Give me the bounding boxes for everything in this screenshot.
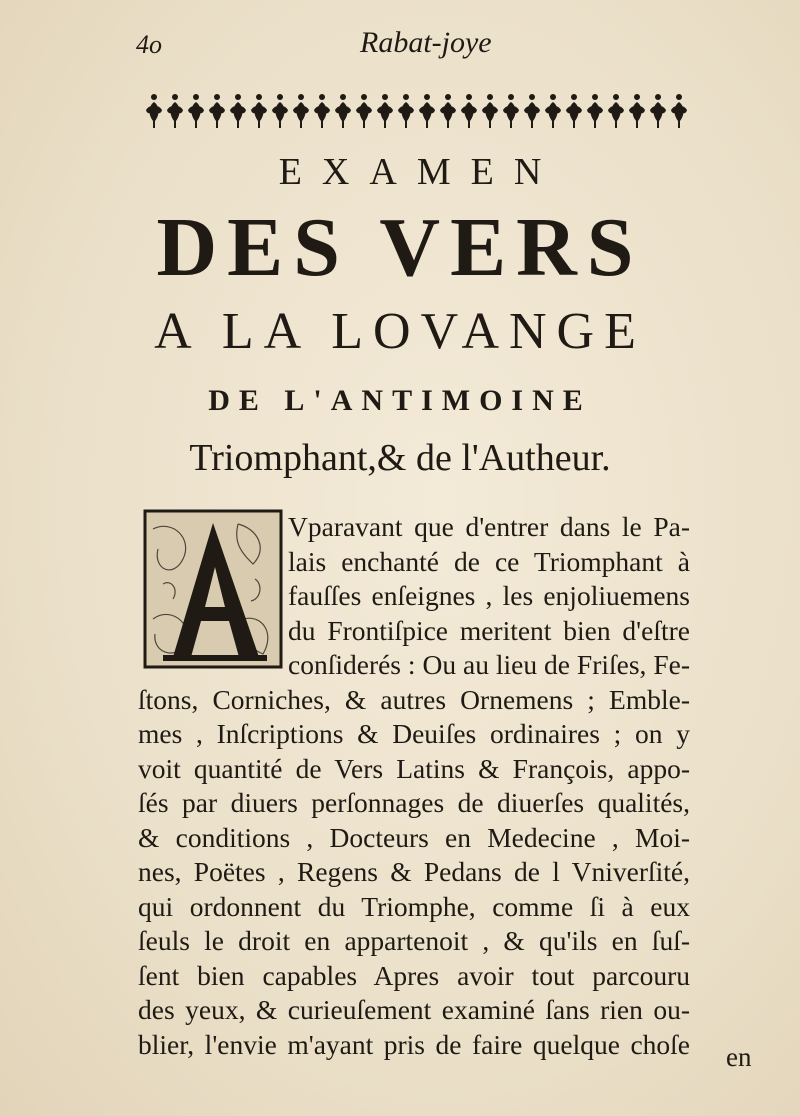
text-line: du Frontiſpice meritent bien d'eſtre (288, 614, 690, 646)
text-line: Vparavant que d'entrer dans le Pa- (288, 511, 690, 542)
fleuron-icon (188, 94, 204, 128)
fleuron-icon (146, 94, 162, 128)
text-line: lais enchanté de ce Triomphant à (288, 545, 690, 577)
text-line: fauſſes enſeignes , les enjoliuemens (288, 580, 690, 611)
fleuron-icon (398, 94, 414, 128)
title-examen: EXAMEN (278, 151, 562, 193)
running-head: Rabat-joye (360, 26, 492, 59)
fleuron-icon (440, 94, 456, 128)
fleuron-icon (629, 94, 645, 128)
text-line: ſeuls le droit en appartenoit , & qu'ils en ſuſ- (138, 925, 690, 956)
fleuron-icon (377, 94, 393, 128)
text-line: ſtons, Corniches, & autres Ornemens ; Emble- (138, 683, 690, 715)
fleuron-icon (272, 94, 288, 128)
text-line: nes, Poëtes , Regens & Pedans de l Vniverſité, (138, 856, 690, 887)
fleuron-icon (314, 94, 330, 128)
fleuron-icon (503, 94, 519, 128)
text-line: blier, l'envie m'ayant pris de faire quelque choſe (138, 1028, 690, 1060)
fleuron-icon (209, 94, 225, 128)
text-line: des yeux, & curieuſement examiné ſans rien ou- (138, 994, 690, 1025)
fleuron-icon (524, 94, 540, 128)
fleuron-icon (587, 94, 603, 128)
fleuron-icon (293, 94, 309, 128)
text-line: ſés par diuers perſonnages de diuerſes qualités, (138, 787, 690, 818)
fleuron-icon (671, 94, 687, 128)
fleuron-icon (419, 94, 435, 128)
fleuron-icon (482, 94, 498, 128)
fleuron-icon (356, 94, 372, 128)
fleuron-icon (650, 94, 666, 128)
fleuron-icon (608, 94, 624, 128)
title-de-lantimoine: DE L'ANTIMOINE (208, 384, 592, 417)
fleuron-icon (251, 94, 267, 128)
text-line: qui ordonnent du Triomphe, comme ſi à eux (138, 890, 690, 922)
fleuron-icon (545, 94, 561, 128)
fleuron-icon (461, 94, 477, 128)
page-number: 4o (136, 30, 162, 59)
fleuron-icon (167, 94, 183, 128)
fleuron-ornament-band (140, 90, 690, 130)
fleuron-icon (230, 94, 246, 128)
body-text (138, 510, 690, 1062)
text-line: mes , Inſcriptions & Deuiſes ordinaires ; on y (138, 718, 690, 749)
title-triomphant: Triomphant,& de l'Autheur. (189, 437, 611, 479)
fleuron-icon (335, 94, 351, 128)
text-line: voit quantité de Vers Latins & François, appo- (138, 752, 690, 784)
text-line: & conditions , Docteurs en Medecine , Moi- (138, 821, 690, 853)
title-des-vers: DES VERS (156, 201, 644, 294)
title-a-la-lovange: A LA LOVANGE (154, 303, 646, 360)
catchword: en (726, 1042, 752, 1072)
text-line: conſiderés : Ou au lieu de Friſes, Fe- (288, 649, 690, 680)
text-line: ſent bien capables Apres avoir tout parcouru (138, 959, 690, 991)
fleuron-icon (566, 94, 582, 128)
